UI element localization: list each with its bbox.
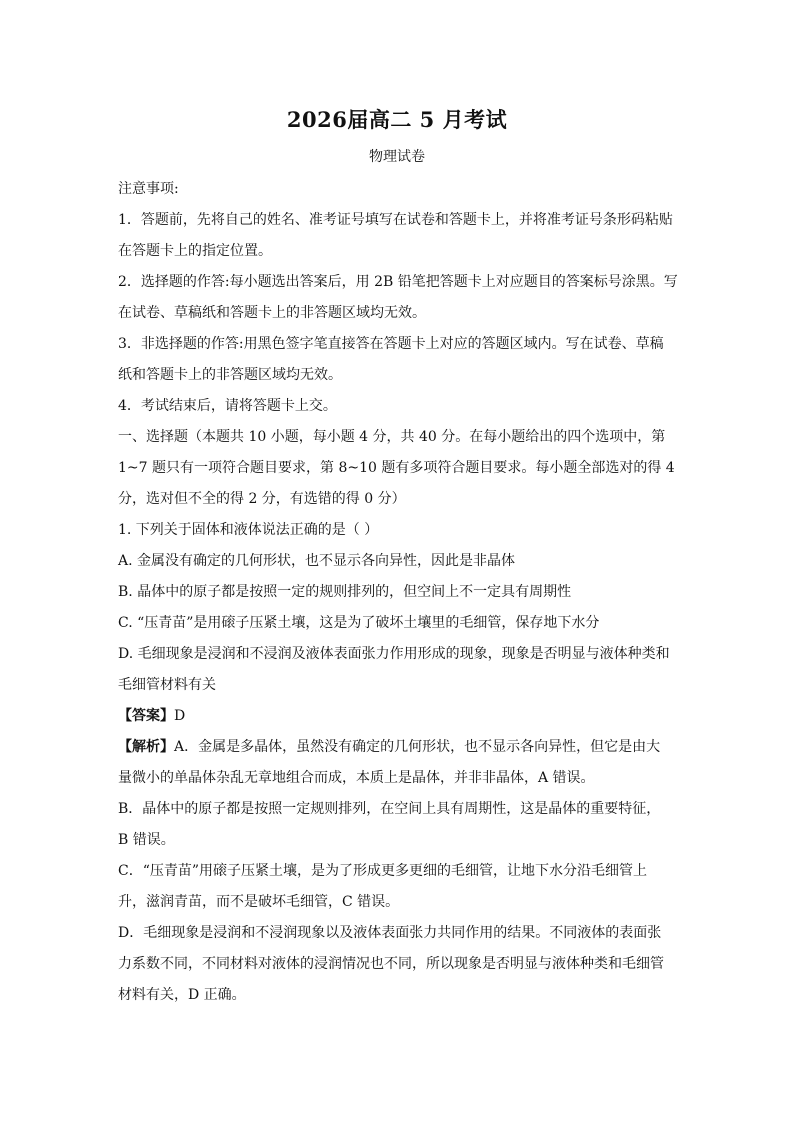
notice-line: 2．选择题的作答:每小题选出答案后，用 2B 铅笔把答题卡上对应题目的答案标号涂黑。写 [118,274,678,290]
question-stem: 1. 下列关于固体和液体说法正确的是（ ） [118,522,379,538]
analysis-line: 量微小的单晶体杂乱无章地组合而成，本质上是晶体，并非非晶体，A 错误。 [118,770,595,786]
answer-value: D [174,708,186,724]
document-body [118,174,688,1011]
notice-line: 在答题卡上的指定位置。 [118,243,272,259]
option-b: B. 晶体中的原子都是按照一定的规则排列的，但空间上不一定具有周期性 [118,584,572,600]
analysis-line: B．晶体中的原子都是按照一定规则排列，在空间上具有周期性，这是晶体的重要特征， [118,801,661,817]
notice-line: 3．非选择题的作答:用黑色签字笔直接答在答题卡上对应的答题区域内。写在试卷、草稿 [118,336,664,352]
answer-line [118,701,688,732]
option-d: D. 毛细现象是浸润和不浸润及液体表面张力作用形成的现象，现象是否明显与液体种类和 [118,646,670,662]
option-d-continued: 毛细管材料有关 [118,677,216,693]
section-heading-line: 一、选择题（本题共 10 小题，每小题 4 分，共 40 分。在每小题给出的四个选项中，第 [118,429,666,445]
analysis-line: C．“压青苗”用磙子压紧土壤，是为了形成更多更细的毛细管，让地下水分沿毛细管上 [118,863,648,879]
answer-label: 【答案】 [118,708,174,724]
page-title: 2026届高二 5 月考试 [286,107,508,132]
analysis-line: B 错误。 [118,832,175,848]
analysis-line: 升，滋润青苗，而不是破坏毛细管，C 错误。 [118,894,400,910]
notice-line: 4．考试结束后，请将答题卡上交。 [118,398,337,414]
notice-heading: 注意事项: [118,181,179,197]
analysis-label: 【解析】 [118,739,174,755]
option-c: C. “压青苗”是用磙子压紧土壤，这是为了破坏土壤里的毛细管，保存地下水分 [118,615,600,631]
section-heading-line: 1~7 题只有一项符合题目要求，第 8~10 题有多项符合题目要求。每小题全部选对的得 4 [118,460,675,476]
analysis-line: D．毛细现象是浸润和不浸润现象以及液体表面张力共同作用的结果。不同液体的表面张 [118,925,662,941]
notice-line: 纸和答题卡上的非答题区域均无效。 [118,367,342,383]
analysis-text: A．金属是多晶体，虽然没有确定的几何形状，也不显示各向异性，但它是由大 [174,739,661,755]
section-heading-line: 分，选对但不全的得 2 分，有选错的得 0 分） [118,491,406,507]
page-subtitle: 物理试卷 [369,149,425,165]
notice-line: 1．答题前，先将自己的姓名、准考证号填写在试卷和答题卡上，并将准考证号条形码粘贴 [118,212,673,228]
option-a: A. 金属没有确定的几何形状，也不显示各向异性，因此是非晶体 [118,553,516,569]
analysis-line: 材料有关，D 正确。 [118,987,246,1003]
notice-line: 在试卷、草稿纸和答题卡上的非答题区域均无效。 [118,305,426,321]
analysis-line [118,732,688,763]
analysis-line: 力系数不同，不同材料对液体的浸润情况也不同，所以现象是否明显与液体种类和毛细管 [118,956,664,972]
